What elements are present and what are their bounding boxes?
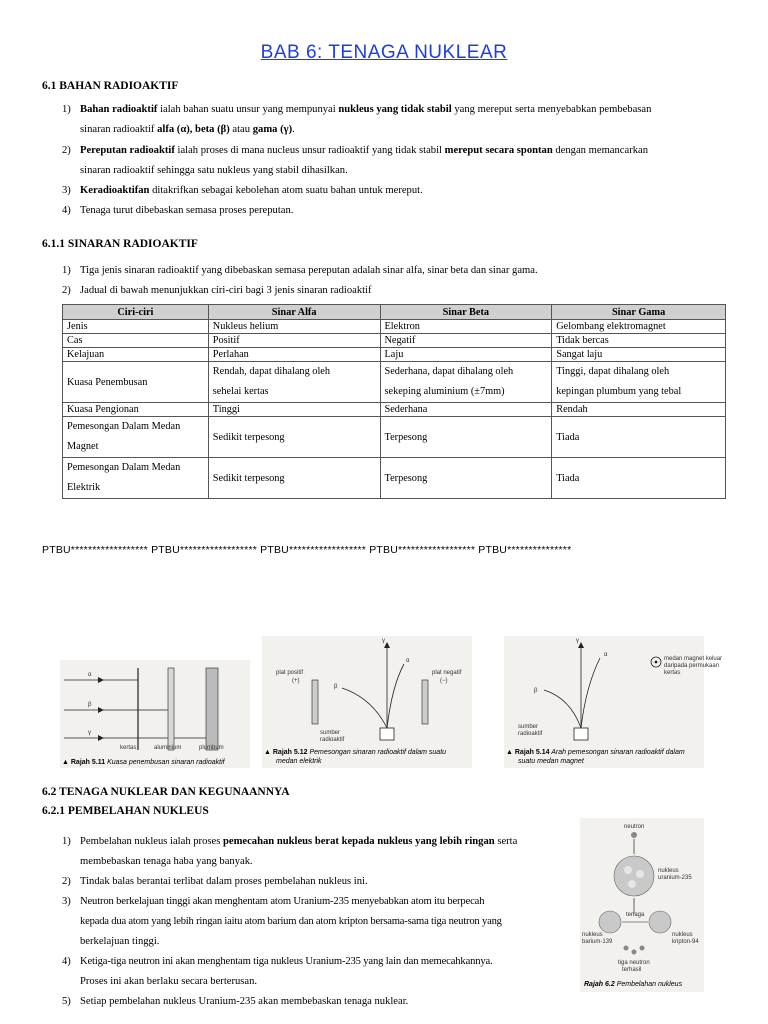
section-heading-6-1: 6.1 BAHAN RADIOAKTIF <box>42 80 179 92</box>
table-cell: Laju <box>380 348 552 362</box>
list-number: 3) <box>62 185 71 196</box>
cell-line: Rendah, dapat dihalang oleh <box>212 366 331 377</box>
text: ialah bahan suatu unsur yang mempunyai <box>157 104 339 115</box>
text: . <box>292 124 295 135</box>
table-row <box>63 417 726 458</box>
penetration-diagram <box>60 660 250 768</box>
list-item <box>62 281 726 301</box>
radioactive-source <box>574 728 588 740</box>
section-heading-6-2-1: 6.2.1 PEMBELAHAN NUKLEUS <box>42 805 209 817</box>
cell-line: Magnet <box>67 441 99 452</box>
table-row <box>63 348 726 362</box>
figure-magnetic-field <box>504 636 723 768</box>
fission-diagram <box>580 818 704 992</box>
table-cell <box>380 362 552 403</box>
figure-caption <box>584 981 683 988</box>
text: Jadual di bawah menunjukkan ciri-ciri bagi 3 jenis sinaran radioaktif <box>80 285 372 296</box>
table-cell: Tidak bercas <box>552 334 726 348</box>
alpha-label: α <box>88 672 92 678</box>
plus-label: (+) <box>292 678 300 684</box>
term: Bahan radioaktif <box>80 104 158 115</box>
table-cell: Sedikit terpesong <box>208 417 380 458</box>
beta-path <box>342 688 387 728</box>
list-item <box>62 201 726 221</box>
neutron-particle <box>632 950 637 955</box>
alpha-path <box>387 664 404 728</box>
lead-block <box>206 668 218 750</box>
neutron-particle <box>631 832 637 838</box>
table-cell: Gelombang elektromagnet <box>552 320 726 334</box>
table-cell: Sederhana <box>380 403 552 417</box>
list-number: 1) <box>62 265 71 276</box>
positive-plate <box>312 680 318 724</box>
table-cell: Sedikit terpesong <box>208 458 380 499</box>
text: sinaran radioaktif <box>80 124 158 135</box>
table-cell: Tinggi <box>208 403 380 417</box>
table-cell: Jenis <box>63 320 209 334</box>
caption-text: medan elektrik <box>276 758 322 765</box>
cell-line: Elektrik <box>67 482 101 493</box>
table-row <box>63 458 726 499</box>
uranium-nucleus <box>614 856 654 896</box>
neutron-label: neutron <box>624 824 645 830</box>
beta-label: β <box>88 702 92 708</box>
barium-nucleus <box>599 911 621 933</box>
term: pemecahan nukleus berat kepada nukleus yang lebih ringan <box>222 836 495 847</box>
text: Setiap pembelahan nukleus Uranium-235 akan membebaskan tenaga nuklear. <box>80 996 409 1007</box>
list-item <box>62 952 567 992</box>
caption-number: ▲ Rajah 5.12 <box>264 749 308 756</box>
table-cell: Negatif <box>380 334 552 348</box>
cell-line: Sederhana, dapat dihalang oleh <box>384 366 514 377</box>
table-cell: Rendah <box>552 403 726 417</box>
column-header: Sinar Gama <box>552 305 726 320</box>
text: Ketiga-tiga neutron ini akan menghentam tiga nukleus Uranium-235 yang lain dan memecahkannya. <box>80 956 493 967</box>
arrow-icon <box>98 677 104 683</box>
barium-label: nukleus <box>582 932 603 938</box>
positive-plate-label: plat positif <box>276 670 304 676</box>
text: sinaran radioaktif sehingga satu nukleus yang stabil dihasilkan. <box>80 165 348 176</box>
field-label: kertas <box>664 670 681 676</box>
list-item <box>62 832 567 872</box>
text: kepada dua atom yang lebih ringan iaitu atom barium dan atom kripton bersama-sama tiga neutron yang <box>80 916 502 927</box>
column-header: Sinar Beta <box>380 305 552 320</box>
caption-number: ▲ Rajah 5.11 <box>62 759 106 766</box>
text: ialah proses di mana nucleus unsur radioaktif yang tidak stabil <box>174 145 445 156</box>
aluminium-label: aluminium <box>154 745 182 751</box>
alpha-path <box>581 658 600 728</box>
table-cell: Cas <box>63 334 209 348</box>
table-cell: Kuasa Penembusan <box>63 362 209 403</box>
neutrons-label: terhasil <box>622 967 642 973</box>
list-item <box>62 141 726 181</box>
section-heading-6-1-1: 6.1.1 SINARAN RADIOAKTIF <box>42 238 198 250</box>
table-cell: Nukleus helium <box>208 320 380 334</box>
table-row <box>63 334 726 348</box>
list-number: 1) <box>62 836 71 847</box>
table-cell <box>552 362 726 403</box>
uranium-label: nukleus <box>658 868 679 874</box>
radiation-properties-table <box>62 304 726 499</box>
electric-field-diagram <box>262 636 472 768</box>
table-cell: Terpesong <box>380 417 552 458</box>
divider-stars: PTBU****************** PTBU****************** PTBU****************** PTBU****************** PTBU*************** <box>42 544 572 556</box>
cell-line: sehelai kertas <box>212 386 269 397</box>
figure-penetration <box>60 660 250 768</box>
caption-text: Pemesongan sinaran radioaktif dalam suatu <box>307 749 447 756</box>
column-header: Sinar Alfa <box>208 305 380 320</box>
table-cell: Terpesong <box>380 458 552 499</box>
lead-label: plumbum <box>199 745 224 751</box>
caption-number: Rajah 6.2 <box>584 981 615 988</box>
text: atau <box>229 124 253 135</box>
cell-line: Tinggi, dapat dihalang oleh <box>556 366 670 377</box>
text: Pembelahan nukleus ialah proses <box>80 836 223 847</box>
term: Pereputan radioaktif <box>80 145 175 156</box>
neutron-particle <box>640 946 645 951</box>
nucleon-dot <box>628 880 636 888</box>
neutrons-label: tiga neutron <box>618 960 650 966</box>
cell-line: Pemesongan Dalam Medan <box>67 462 181 473</box>
table-cell: Kelajuan <box>63 348 209 362</box>
caption-text: Pembelahan nukleus <box>614 981 683 988</box>
beta-path <box>544 690 581 728</box>
text: yang mereput serta menyebabkan pembebasan <box>451 104 652 115</box>
list-number: 4) <box>62 956 71 967</box>
table-cell: Elektron <box>380 320 552 334</box>
list-number: 3) <box>62 896 71 907</box>
list-item <box>62 892 567 952</box>
text: Tindak balas berantai terlibat dalam proses pembelahan nukleus ini. <box>80 876 368 887</box>
paper-label: kertas <box>120 745 137 751</box>
cell-line: Pemesongan Dalam Medan <box>67 421 181 432</box>
table-cell: Sangat laju <box>552 348 726 362</box>
uranium-label: uranium-235 <box>658 875 692 881</box>
caption-text: Arah pemesongan sinaran radioaktif dalam <box>549 749 685 756</box>
figure-caption <box>62 759 226 766</box>
table-cell: Perlahan <box>208 348 380 362</box>
barium-label: barium-139 <box>582 939 613 945</box>
text: Neutron berkelajuan tinggi akan menghentam atom Uranium-235 menyebabkan atom itu berpecah <box>80 896 485 907</box>
figure-electric-field <box>262 636 472 768</box>
arrow-icon <box>98 707 104 713</box>
nucleon-dot <box>624 866 632 874</box>
figure-nuclear-fission <box>580 818 704 992</box>
text: Tiga jenis sinaran radioaktif yang dibebaskan semasa pereputan adalah sinar alfa, sinar beta dan sinar gama. <box>80 265 538 276</box>
section-heading-6-2: 6.2 TENAGA NUKLEAR DAN KEGUNAANNYA <box>42 786 290 798</box>
beta-label: β <box>534 688 538 694</box>
caption-number: ▲ Rajah 5.14 <box>506 749 550 756</box>
term: Keradioaktifan <box>80 185 150 196</box>
arrow-icon <box>98 735 104 741</box>
column-header: Ciri-ciri <box>63 305 209 320</box>
gamma-label: γ <box>88 730 91 736</box>
table-row <box>63 320 726 334</box>
list-number: 4) <box>62 205 71 216</box>
aluminium-sheet <box>168 668 174 750</box>
field-dot-icon <box>655 661 658 664</box>
table-row <box>63 362 726 403</box>
negative-plate <box>422 680 428 724</box>
gamma-label: γ <box>576 638 579 644</box>
list-item <box>62 261 726 281</box>
table-cell: Tiada <box>552 417 726 458</box>
table-row <box>63 403 726 417</box>
text: ditakrifkan sebagai kebolehan atom suatu bahan untuk mereput. <box>149 185 423 196</box>
field-label: daripada permukaan <box>664 663 720 669</box>
source-label: radioaktif <box>518 731 543 737</box>
source-label: sumber <box>320 730 341 736</box>
table-cell: Positif <box>208 334 380 348</box>
list-item <box>62 992 567 1012</box>
table-cell: Tiada <box>552 458 726 499</box>
minus-label: (−) <box>440 678 448 684</box>
term: alfa (α), beta (β) <box>157 124 230 135</box>
text: Tenaga turut dibebaskan semasa proses pereputan. <box>80 205 294 216</box>
list-item <box>62 872 567 892</box>
list-number: 2) <box>62 876 71 887</box>
table-header-row <box>63 305 726 320</box>
text: serta <box>494 836 518 847</box>
cell-line: sekeping aluminium (±7mm) <box>384 386 505 397</box>
list-number: 1) <box>62 104 71 115</box>
negative-plate-label: plat negatif <box>432 670 462 676</box>
figure-caption <box>264 749 446 756</box>
list-item <box>62 181 726 201</box>
page-title: BAB 6: TENAGA NUKLEAR <box>260 42 508 63</box>
caption-text: Kuasa penembusan sinaran radioaktif <box>105 759 225 766</box>
text: dengan memancarkan <box>552 145 649 156</box>
term: nukleus yang tidak stabil <box>338 104 452 115</box>
energy-label: tenaga <box>626 912 645 918</box>
krypton-label: kripton-94 <box>672 939 699 945</box>
list-item <box>62 100 726 140</box>
cell-line: kepingan plumbum yang tebal <box>556 386 682 397</box>
list-number: 5) <box>62 996 71 1007</box>
list-number: 2) <box>62 145 71 156</box>
text: berkelajuan tinggi. <box>80 936 160 947</box>
beta-label: β <box>334 684 338 690</box>
magnetic-field-diagram <box>504 636 723 768</box>
term: mereput secara spontan <box>444 145 553 156</box>
list-number: 2) <box>62 285 71 296</box>
gamma-label: γ <box>382 638 385 644</box>
nucleon-dot <box>636 870 644 878</box>
table-cell <box>63 417 209 458</box>
alpha-label: α <box>406 658 410 664</box>
table-cell <box>63 458 209 499</box>
table-cell: Kuasa Pengionan <box>63 403 209 417</box>
krypton-label: nukleus <box>672 932 693 938</box>
text: membebaskan tenaga haba yang banyak. <box>80 856 253 867</box>
text: Proses ini akan berlaku secara berterusan. <box>80 976 258 987</box>
alpha-label: α <box>604 652 608 658</box>
figure-caption <box>506 749 685 756</box>
neutron-particle <box>624 946 629 951</box>
caption-text: suatu medan magnet <box>518 758 584 765</box>
radioactive-source <box>380 728 394 740</box>
source-label: radioaktif <box>320 737 345 743</box>
table-cell <box>208 362 380 403</box>
source-label: sumber <box>518 724 539 730</box>
krypton-nucleus <box>649 911 671 933</box>
term: gama (γ) <box>252 124 293 135</box>
field-label: medan magnet keluar <box>664 656 723 662</box>
